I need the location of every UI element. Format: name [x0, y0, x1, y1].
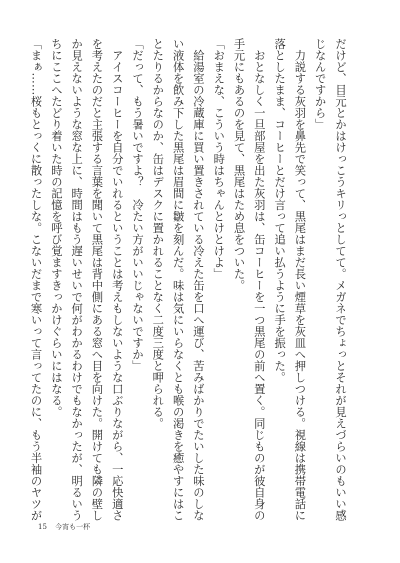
text-line: 力説する灰羽を鼻先で笑って、黒尾はまだ長い煙草を灰皿へ押しつける。視線は携帯電話に: [293, 38, 307, 521]
text-line: 落としたまま、コーヒーとだけ言って追い払うように手を振った。: [273, 38, 287, 383]
page-number: 15: [38, 523, 47, 531]
text-line: い液体を飲み下した黒尾は眉間に皺を刻んだ。味は気にいらなくとも喉の渇きを癒やすにはこ: [171, 38, 185, 521]
text-line: ちにここへたどり着いた時の記憶を呼び覚ますきっかけぐらいにはなる。: [49, 38, 63, 418]
text-line: 「だって、もう暑いですよ？ 冷たい方がいいじゃないですか」: [131, 38, 145, 372]
vertical-text-block: [29, 38, 350, 524]
page-footer: [38, 522, 96, 532]
text-line: おとなしく一旦部屋を出た灰羽は、缶コーヒーを一つ黒尾の前へ置く。同じものが彼自身の: [252, 38, 266, 521]
text-line: か見えないような窓な上に、時間はもう遅いせいで何がわかるわけでもなかったが、明るいう: [70, 38, 84, 521]
text-line: アイスコーヒーを自分でいれるということは考えもしないような口ぶりながら、一応快適さ: [110, 38, 124, 521]
text-line: 給湯室の冷蔵庫に買い置きされている冷えた缶を口へ運び、苦みばかりでたいした味のしな: [191, 38, 205, 521]
text-line: 手元にもあるのを見て、黒尾はため息をついた。: [232, 38, 246, 291]
running-title: 今宵も一杯: [55, 523, 91, 531]
text-line: じなんですから」: [313, 38, 327, 130]
text-line: とたりるからなのか、缶はデスクに置かれることなく二度三度と呷られる。: [151, 38, 165, 429]
text-line: だけど、目元とかはけっこうキリっとしてて。メガネでちょっとそれが見えづらいのもいい感: [334, 38, 347, 521]
text-line: を考えたのだと主張する言葉を聞いて黒尾は背中側にある窓へ目を向けた。開けても隣の壁し: [90, 38, 104, 521]
text-line: 「おまえな、こういう時はちゃんとけとけよ」: [212, 38, 226, 280]
text-line: 「まぁ……桜もとっくに散ったしな。こないだまで寒いって言ってたのに、もう半袖のヤツが: [29, 38, 43, 521]
